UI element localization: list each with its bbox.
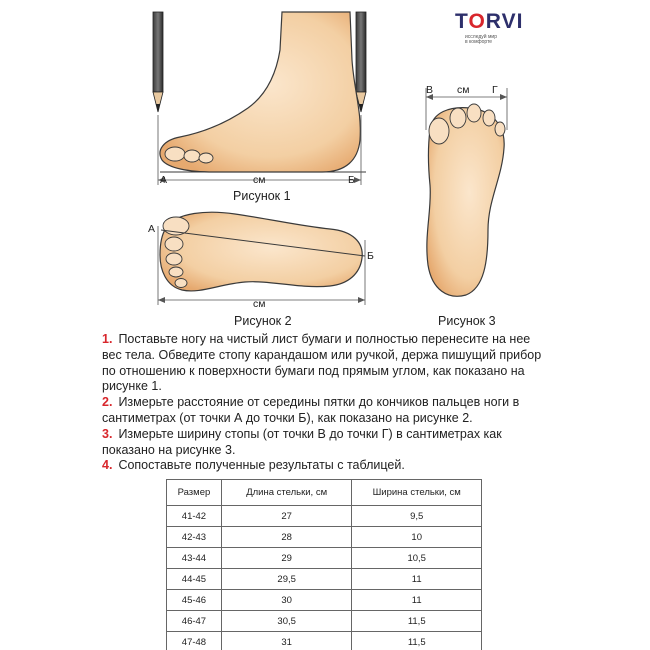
figure2-sole-view — [158, 212, 365, 305]
pencil-left-icon — [153, 12, 163, 112]
instruction-1: 1. Поставьте ногу на чистый лист бумаги и полностью перенесите на нее вес тела. Обведите стопу карандашом или ручкой, держа пишущий прибор по отношению к поверхности бумаги под прямым углом, как показано на рисунке 1. — [102, 332, 542, 394]
cell-width: 11,5 — [352, 611, 482, 632]
table-row — [167, 632, 482, 650]
cell-size: 41-42 — [167, 506, 222, 527]
fig2-caption: Рисунок 2 — [234, 314, 292, 328]
cell-length: 30,5 — [221, 611, 352, 632]
header-size: Размер — [167, 480, 222, 506]
fig3-point-g: Г — [492, 84, 498, 96]
cell-width: 10 — [352, 527, 482, 548]
fig2-cm-label: см — [253, 298, 266, 310]
logo-tagline: исследуй мир в комфорте — [465, 34, 497, 45]
cell-size: 47-48 — [167, 632, 222, 650]
fig3-point-v: В — [426, 84, 434, 96]
fig1-point-b: Б — [348, 174, 355, 186]
instructions-list — [102, 332, 552, 474]
table-row — [167, 527, 482, 548]
logo-wordmark: TORVI — [455, 10, 524, 33]
table-header-row — [167, 480, 482, 506]
cell-length: 30 — [221, 590, 352, 611]
header-insole-length: Длина стельки, см — [221, 480, 352, 506]
figure1-side-view — [153, 12, 366, 185]
fig3-cm-label: см — [457, 84, 470, 96]
fig3-caption: Рисунок 3 — [438, 314, 496, 328]
instruction-3: 3. Измерьте ширину стопы (от точки В до точки Г) в сантиметрах как показано на рисунке 3. — [102, 426, 502, 457]
cell-length: 29 — [221, 548, 352, 569]
fig2-point-b: Б — [367, 250, 374, 262]
cell-length: 28 — [221, 527, 352, 548]
fig2-point-a: А — [148, 223, 156, 235]
cell-width: 11 — [352, 590, 482, 611]
table-row — [167, 506, 482, 527]
figure3-sole-vertical — [426, 88, 507, 296]
foot-side-icon — [160, 12, 360, 172]
cell-size: 45-46 — [167, 590, 222, 611]
cell-length: 31 — [221, 632, 352, 650]
table-row — [167, 548, 482, 569]
fig1-point-a: А — [160, 174, 168, 186]
cell-size: 46-47 — [167, 611, 222, 632]
cell-size: 43-44 — [167, 548, 222, 569]
size-table — [166, 479, 482, 650]
table-row — [167, 590, 482, 611]
cell-width: 9,5 — [352, 506, 482, 527]
instruction-2: 2. Измерьте расстояние от середины пятки до кончиков пальцев ноги в сантиметрах (от точки А до точки Б), как показано на рисунке 2. — [102, 395, 520, 425]
table-row — [167, 611, 482, 632]
header-insole-width: Ширина стельки, см — [352, 480, 482, 506]
cell-length: 27 — [221, 506, 352, 527]
cell-width: 11 — [352, 569, 482, 590]
pencil-right-icon — [356, 12, 366, 112]
cell-size: 44-45 — [167, 569, 222, 590]
table-row — [167, 569, 482, 590]
fig1-cm-label: см — [253, 174, 266, 186]
cell-size: 42-43 — [167, 527, 222, 548]
instruction-4: 4. Сопоставьте полученные результаты с таблицей. — [102, 458, 405, 473]
cell-width: 11,5 — [352, 632, 482, 650]
cell-length: 29,5 — [221, 569, 352, 590]
cell-width: 10,5 — [352, 548, 482, 569]
fig1-caption: Рисунок 1 — [233, 189, 291, 203]
